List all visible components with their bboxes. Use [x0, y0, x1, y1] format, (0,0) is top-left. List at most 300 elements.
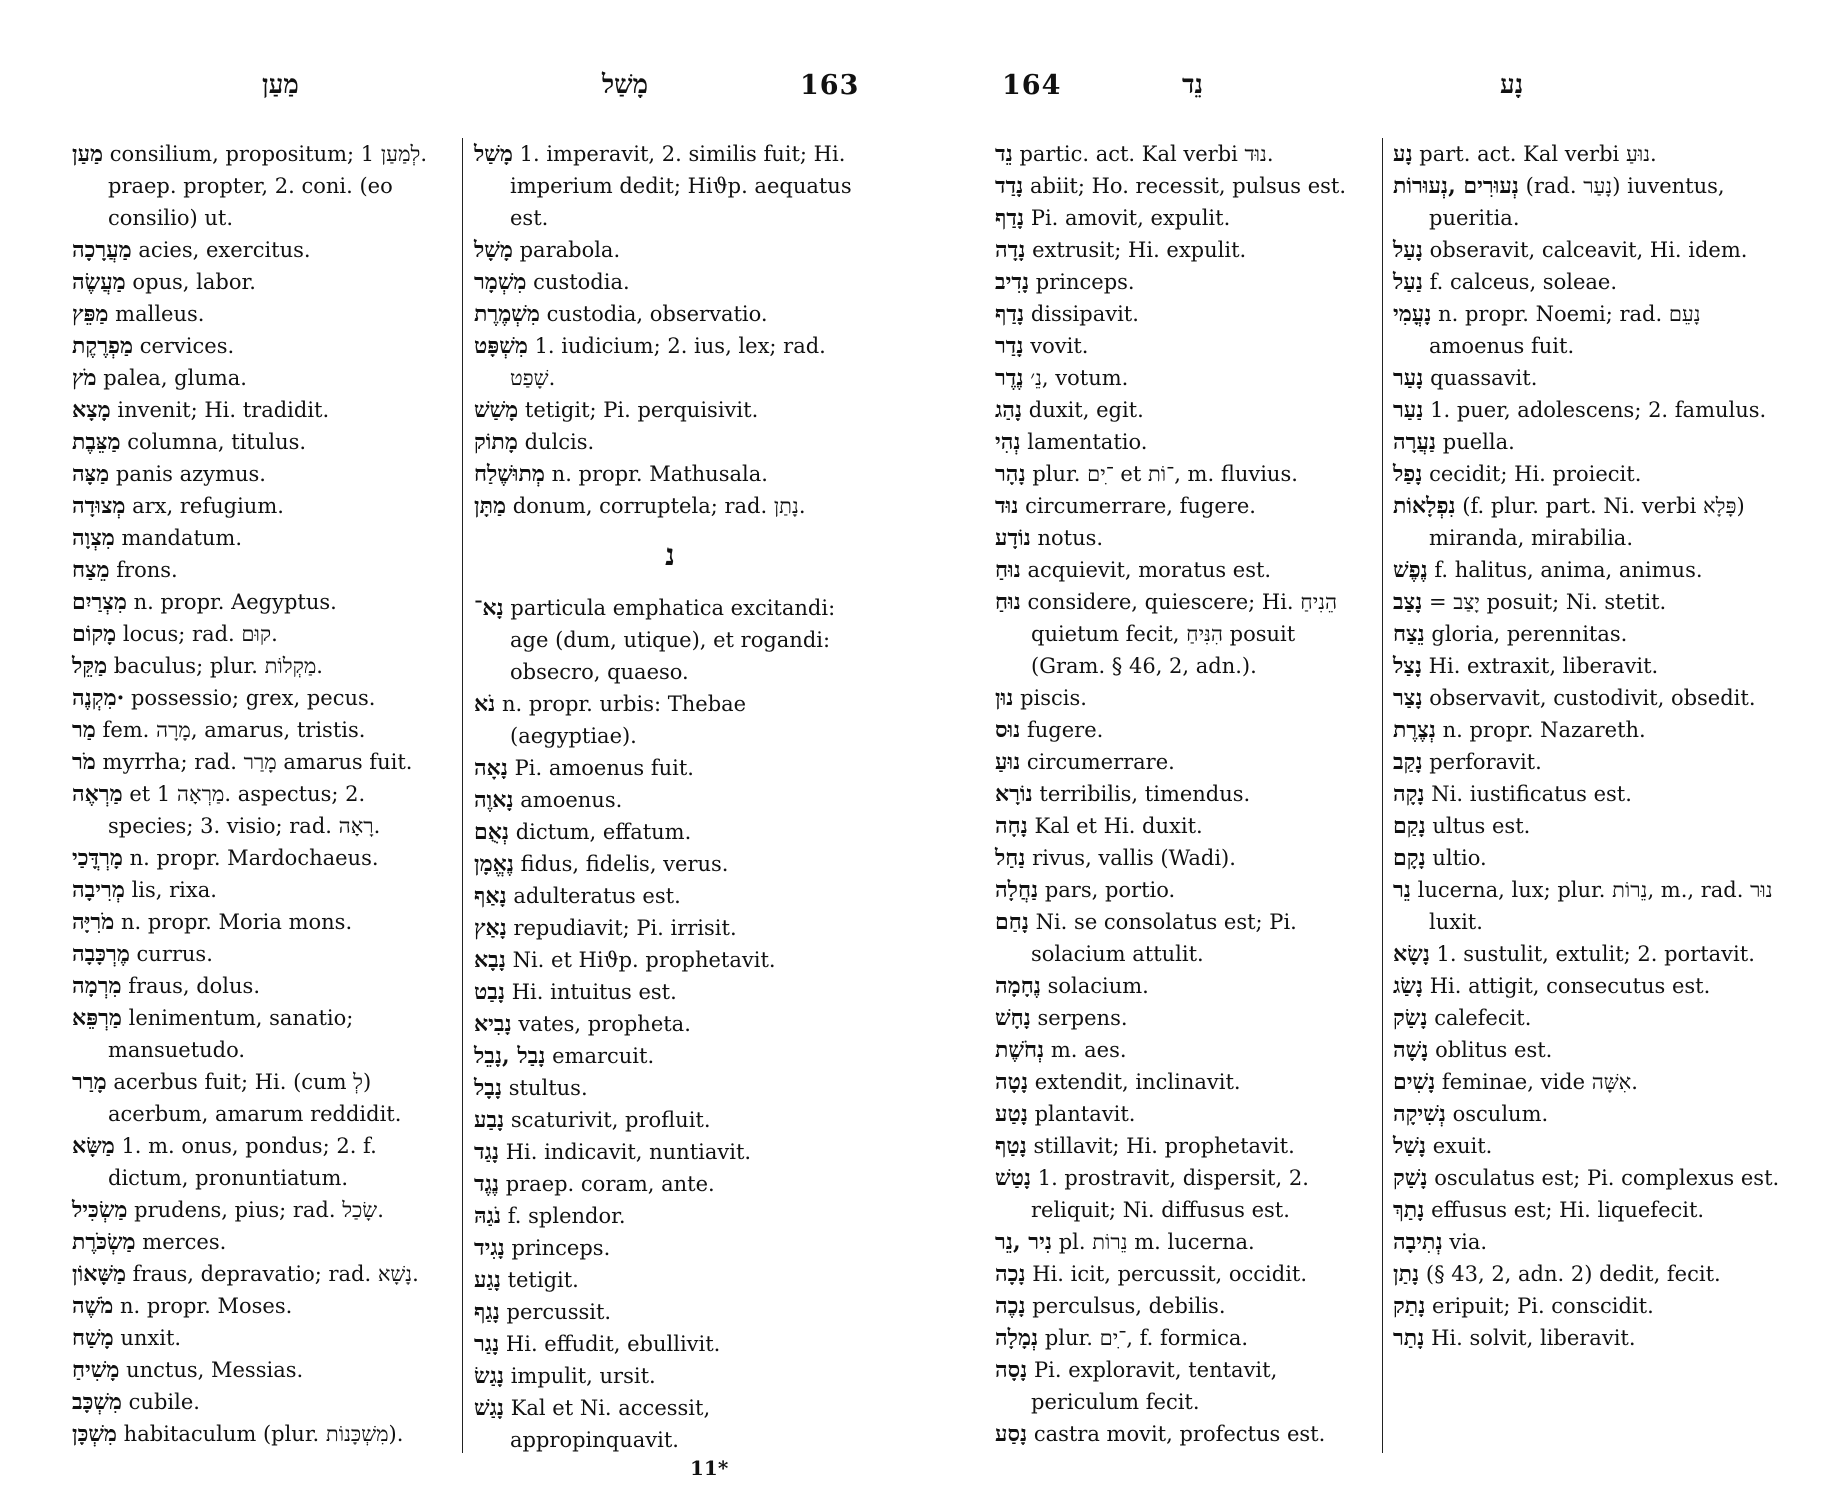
hebrew-headword: נָדַר — [995, 333, 1024, 359]
latin-gloss: rivus, vallis (Wadi). — [1032, 846, 1236, 870]
hebrew-headword: נָצַל — [1393, 653, 1422, 679]
hebrew-headword: מֹשֶׁה — [72, 1293, 114, 1319]
latin-gloss: Pi. amoenus fuit. — [514, 756, 694, 780]
hebrew-headword: נָתַק — [1393, 1293, 1426, 1319]
hebrew-headword: נוּד — [995, 493, 1019, 519]
latin-gloss: dulcis. — [524, 430, 595, 454]
dictionary-entry — [474, 1232, 866, 1264]
dictionary-entry — [1393, 714, 1785, 746]
latin-gloss: 1. sustulit, extulit; 2. portavit. — [1436, 942, 1755, 966]
latin-gloss: solacium. — [1047, 974, 1149, 998]
hebrew-headword: נָשַׂג — [1393, 973, 1423, 999]
dictionary-entry — [72, 650, 447, 682]
dictionary-entry — [1393, 1290, 1785, 1322]
latin-gloss: custodia. — [533, 270, 630, 294]
latin-gloss: plur. ־ִים et ־וֹת, m. fluvius. — [1032, 462, 1298, 486]
hebrew-headword: מַעֲשֶׂה — [72, 269, 126, 295]
hebrew-headword: ·מִקְנֶה — [72, 685, 125, 711]
dictionary-entry — [995, 330, 1370, 362]
latin-gloss: emarcuit. — [552, 1044, 655, 1068]
dictionary-entry — [1393, 458, 1785, 490]
latin-gloss: n. propr. Aegyptus. — [133, 590, 337, 614]
dictionary-entry — [1393, 298, 1785, 362]
hebrew-headword: מֹר — [72, 749, 96, 775]
hebrew-headword: מַפֵּץ — [72, 301, 109, 327]
latin-gloss: perculsus, debilis. — [1032, 1294, 1226, 1318]
latin-gloss: serpens. — [1037, 1006, 1128, 1030]
hebrew-headword: מַשְׂכִּיל — [72, 1197, 128, 1223]
hebrew-headword: מַשָּׂא — [72, 1133, 115, 1159]
hebrew-headword: נָא־ — [474, 595, 504, 621]
hebrew-headword: נָדִיב — [995, 269, 1030, 295]
hebrew-headword: נָהַג — [995, 397, 1023, 423]
latin-gloss: Hi. icit, percussit, occidit. — [1032, 1262, 1308, 1286]
hebrew-headword: נָקָם — [1393, 845, 1426, 871]
section-letter-nun: נ — [665, 538, 675, 573]
hebrew-headword: נֵר — [1393, 877, 1411, 903]
hebrew-headword: נָחָשׁ — [995, 1005, 1031, 1031]
dictionary-entry — [72, 618, 447, 650]
hebrew-headword: נָשָׂא — [1393, 941, 1430, 967]
hebrew-headword: נָחַם — [995, 909, 1029, 935]
hebrew-headword: נוּחַ — [995, 589, 1021, 615]
hebrew-headword: נַעַר — [1393, 397, 1424, 423]
hebrew-headword: מָקוֹם — [72, 621, 117, 647]
latin-gloss: frons. — [116, 558, 178, 582]
dictionary-entry — [1393, 1322, 1785, 1354]
latin-gloss: obseravit, calceavit, Hi. idem. — [1429, 238, 1748, 262]
dictionary-entry — [474, 1392, 866, 1456]
dictionary-entry — [1393, 618, 1785, 650]
dictionary-entry — [1393, 1066, 1785, 1098]
hebrew-headword: נָגַר — [474, 1331, 500, 1357]
latin-gloss: particula emphatica excitandi: age (dum, utique), et rogandi: obsecro, quaeso. — [510, 596, 836, 684]
hebrew-headword: נֹא — [474, 691, 496, 717]
left-running-head-last: מָשַׁל — [602, 70, 648, 100]
hebrew-headword: נָגִיד — [474, 1235, 505, 1261]
dictionary-entry — [72, 1386, 447, 1418]
signature-mark: 11* — [690, 1456, 729, 1480]
dictionary-entry — [72, 1322, 447, 1354]
latin-gloss: effusus est; Hi. liquefecit. — [1431, 1198, 1705, 1222]
page-number-164: 164 — [1002, 70, 1062, 101]
latin-gloss: mandatum. — [121, 526, 243, 550]
left-column-2 — [474, 138, 866, 1456]
dictionary-entry — [474, 1072, 866, 1104]
hebrew-headword: נָעַל — [1393, 237, 1423, 263]
dictionary-entry — [72, 714, 447, 746]
dictionary-entry — [995, 682, 1370, 714]
dictionary-entry — [1393, 1098, 1785, 1130]
left-running-head-first: מַעַן — [262, 70, 299, 100]
latin-gloss: custodia, observatio. — [546, 302, 768, 326]
dictionary-entry — [474, 1296, 866, 1328]
dictionary-entry — [474, 1008, 866, 1040]
latin-gloss: percussit. — [506, 1300, 612, 1324]
hebrew-headword: מְרִיבָה — [72, 877, 125, 903]
hebrew-headword: מַעַן — [72, 141, 104, 167]
hebrew-headword: נָשִׁים — [1393, 1069, 1436, 1095]
hebrew-headword: נָגַד — [474, 1139, 499, 1165]
latin-gloss: vovit. — [1030, 334, 1089, 358]
hebrew-headword: נָאַץ — [474, 915, 507, 941]
latin-gloss: pars, portio. — [1044, 878, 1176, 902]
latin-gloss: habitaculum (plur. מִשְׁכָּנוֹת). — [123, 1422, 404, 1446]
hebrew-headword: מָרְדֳּכַי — [72, 845, 123, 871]
latin-gloss: Ni. se consolatus est; Pi. solacium attulit. — [1031, 910, 1297, 966]
latin-gloss: princeps. — [1035, 270, 1135, 294]
dictionary-entry — [72, 938, 447, 970]
dictionary-entry — [72, 1258, 447, 1290]
dictionary-entry — [72, 842, 447, 874]
hebrew-headword: נָבַל ,נָבֵל — [474, 1043, 546, 1069]
hebrew-headword: נֵצַח — [1393, 621, 1425, 647]
latin-gloss: exuit. — [1432, 1134, 1493, 1158]
dictionary-entry — [474, 266, 866, 298]
hebrew-headword: נוּן — [995, 685, 1014, 711]
dictionary-entry — [474, 426, 866, 458]
dictionary-entry — [474, 1168, 866, 1200]
dictionary-entry — [1393, 650, 1785, 682]
hebrew-headword: נָדַף — [995, 205, 1025, 231]
latin-gloss: = יָצַב posuit; Ni. stetit. — [1428, 590, 1667, 614]
dictionary-entry — [995, 394, 1370, 426]
dictionary-entry — [72, 426, 447, 458]
hebrew-headword: נוּחַ — [995, 557, 1021, 583]
latin-gloss: perforavit. — [1429, 750, 1542, 774]
latin-gloss: Hi. solvit, liberavit. — [1431, 1326, 1636, 1350]
latin-gloss: fem. מָרָה, amarus, tristis. — [102, 718, 366, 742]
dictionary-entry — [1393, 1162, 1785, 1194]
hebrew-headword: נָעֳמִי — [1393, 301, 1432, 327]
latin-gloss: Ni. et Hiϑp. prophetavit. — [512, 948, 776, 972]
hebrew-headword: נַעֲרָה — [1393, 429, 1437, 455]
dictionary-entry — [72, 746, 447, 778]
latin-gloss: 1. imperavit, 2. similis fuit; Hi. imperium dedit; Hiϑp. aequatus est. — [510, 142, 852, 230]
hebrew-headword: נָבָא — [474, 947, 506, 973]
hebrew-headword: מַצָּה — [72, 461, 110, 487]
latin-gloss: et מַרְאָה 1. aspectus; 2. species; 3. visio; rad. רָאָה. — [108, 782, 381, 838]
latin-gloss: lis, rixa. — [131, 878, 217, 902]
latin-gloss: 1. puer, adolescens; 2. famulus. — [1430, 398, 1767, 422]
hebrew-headword: נָכָה — [995, 1261, 1026, 1287]
dictionary-entry — [995, 234, 1370, 266]
latin-gloss: Ni. iustificatus est. — [1431, 782, 1632, 806]
latin-gloss: extrusit; Hi. expulit. — [1032, 238, 1247, 262]
hebrew-headword: מַעֲרָכָה — [72, 237, 132, 263]
latin-gloss: dissipavit. — [1030, 302, 1139, 326]
dictionary-entry — [474, 1328, 866, 1360]
dictionary-entry — [474, 1136, 866, 1168]
dictionary-entry — [1393, 746, 1785, 778]
latin-gloss: n. propr. Mardochaeus. — [129, 846, 379, 870]
hebrew-headword: נָאָה — [474, 755, 508, 781]
latin-gloss: observavit, custodivit, obsedit. — [1429, 686, 1756, 710]
latin-gloss: vates, propheta. — [518, 1012, 691, 1036]
dictionary-entry — [995, 746, 1370, 778]
dictionary-entry — [474, 1104, 866, 1136]
latin-gloss: Hi. extraxit, liberavit. — [1428, 654, 1659, 678]
hebrew-headword: נִפְלָאוֹת — [1393, 493, 1456, 519]
hebrew-headword: נוּס — [995, 717, 1021, 743]
dictionary-entry — [474, 976, 866, 1008]
dictionary-entry — [474, 1264, 866, 1296]
latin-gloss: n. propr. Noemi; rad. נָעֵם amoenus fuit. — [1429, 302, 1701, 358]
hebrew-headword: מִרְמָה — [72, 973, 122, 999]
hebrew-headword: נַעַל — [1393, 269, 1423, 295]
dictionary-entry — [1393, 1258, 1785, 1290]
latin-gloss: duxit, egit. — [1028, 398, 1144, 422]
dictionary-entry — [1393, 426, 1785, 458]
right-column-2 — [1393, 138, 1785, 1354]
hebrew-headword: נָשָׁה — [1393, 1037, 1429, 1063]
latin-gloss: dictum, effatum. — [515, 820, 692, 844]
latin-gloss: acies, exercitus. — [138, 238, 311, 262]
hebrew-headword: מַר — [72, 717, 96, 743]
dictionary-entry — [72, 1226, 447, 1258]
latin-gloss: castra movit, profectus est. — [1033, 1422, 1326, 1446]
hebrew-headword: נָשַׁל — [1393, 1133, 1427, 1159]
hebrew-headword: מָצָא — [72, 397, 111, 423]
hebrew-headword: נָגַשׂ — [474, 1363, 504, 1389]
latin-gloss: arx, refugium. — [132, 494, 284, 518]
latin-gloss: n. propr. Mathusala. — [551, 462, 768, 486]
hebrew-headword: נָפַל — [1393, 461, 1423, 487]
dictionary-entry — [72, 1354, 447, 1386]
latin-gloss: praep. coram, ante. — [505, 1172, 715, 1196]
dictionary-entry — [1393, 874, 1785, 938]
dictionary-entry — [474, 1040, 866, 1072]
dictionary-entry — [72, 362, 447, 394]
latin-gloss: m. aes. — [1050, 1038, 1127, 1062]
hebrew-headword: נְשִׁיקָה — [1393, 1101, 1446, 1127]
dictionary-entry — [474, 458, 866, 490]
dictionary-entry — [1393, 234, 1785, 266]
dictionary-entry — [995, 778, 1370, 810]
dictionary-entry — [995, 1258, 1370, 1290]
dictionary-entry — [1393, 554, 1785, 586]
hebrew-headword: נָדַף — [995, 301, 1025, 327]
latin-gloss: quassavit. — [1430, 366, 1538, 390]
dictionary-entry — [995, 1322, 1370, 1354]
dictionary-entry — [995, 1354, 1370, 1418]
latin-gloss: fraus, depravatio; rad. נָשָׁא. — [132, 1262, 419, 1286]
latin-gloss: unctus, Messias. — [126, 1358, 304, 1382]
hebrew-headword: מָשַׁח — [72, 1325, 114, 1351]
latin-gloss: parabola. — [519, 238, 621, 262]
latin-gloss: cervices. — [139, 334, 235, 358]
hebrew-headword: מַתָּן — [474, 493, 507, 519]
latin-gloss: n. propr. Moria mons. — [120, 910, 353, 934]
latin-gloss: 1. iudicium; 2. ius, lex; rad. שָׁפַט. — [510, 334, 826, 390]
dictionary-entry — [72, 1418, 447, 1450]
hebrew-headword: נַחֲלָה — [995, 877, 1039, 903]
latin-gloss: n. propr. Nazareth. — [1442, 718, 1646, 742]
hebrew-headword: נָקָה — [1393, 781, 1425, 807]
dictionary-entry — [1393, 490, 1785, 554]
latin-gloss: ultio. — [1432, 846, 1487, 870]
hebrew-headword: נְמָלָה — [995, 1325, 1039, 1351]
latin-gloss: gloria, perennitas. — [1431, 622, 1628, 646]
dictionary-entry — [474, 490, 866, 522]
latin-gloss: f. halitus, anima, animus. — [1434, 558, 1703, 582]
dictionary-entry — [995, 1418, 1370, 1450]
latin-gloss: ultus est. — [1432, 814, 1531, 838]
latin-gloss: stillavit; Hi. prophetavit. — [1033, 1134, 1295, 1158]
dictionary-entry — [474, 1360, 866, 1392]
hebrew-headword: נוֹדָע — [995, 525, 1031, 551]
hebrew-headword: מִשְׁמֶרֶת — [474, 301, 540, 327]
latin-gloss: opus, labor. — [132, 270, 256, 294]
latin-gloss: circumerrare. — [1026, 750, 1175, 774]
hebrew-headword: נְהִי — [995, 429, 1021, 455]
latin-gloss: donum, corruptela; rad. נָתַן. — [512, 494, 806, 518]
hebrew-headword: נְצֶרֶת — [1393, 717, 1436, 743]
hebrew-headword: מַשָּׁאוֹן — [72, 1261, 126, 1287]
hebrew-headword: נֶדֶר — [995, 365, 1024, 391]
dictionary-entry — [474, 688, 866, 752]
latin-gloss: נֵ׳, votum. — [1030, 366, 1129, 390]
dictionary-entry — [995, 1162, 1370, 1226]
latin-gloss: lucerna, lux; plur. נֵרוֹת, m., rad. נוּר luxit. — [1417, 878, 1773, 934]
hebrew-headword: נֹגַהּ — [474, 1203, 502, 1229]
hebrew-headword: נָבִיא — [474, 1011, 512, 1037]
hebrew-headword: נָבָל — [474, 1075, 503, 1101]
latin-gloss: impulit, ursit. — [510, 1364, 656, 1388]
dictionary-entry — [72, 1194, 447, 1226]
latin-gloss: adulteratus est. — [513, 884, 681, 908]
latin-gloss: Hi. effudit, ebullivit. — [505, 1332, 721, 1356]
latin-gloss: possessio; grex, pecus. — [130, 686, 376, 710]
hebrew-headword: נָקַב — [1393, 749, 1423, 775]
dictionary-entry — [72, 682, 447, 714]
dictionary-entry — [1393, 1194, 1785, 1226]
dictionary-entry — [995, 266, 1370, 298]
latin-gloss: invenit; Hi. tradidit. — [117, 398, 330, 422]
latin-gloss: via. — [1449, 1230, 1488, 1254]
hebrew-headword: נָאַף — [474, 883, 507, 909]
latin-gloss: Hi. indicavit, nuntiavit. — [505, 1140, 752, 1164]
hebrew-headword: נָאוֶה — [474, 787, 514, 813]
hebrew-headword: נוֹרָא — [995, 781, 1033, 807]
latin-gloss: Kal et Ni. accessit, appropinquavit. — [510, 1396, 711, 1452]
dictionary-entry — [995, 842, 1370, 874]
dictionary-entry — [1393, 394, 1785, 426]
dictionary-entry — [995, 554, 1370, 586]
dictionary-entry — [995, 874, 1370, 906]
dictionary-entry — [474, 592, 866, 688]
latin-gloss: considere, quiescere; Hi. הֵנִיחַ quietum fecit, הִנִּיחַ posuit (Gram. § 46, 2, adn.). — [1027, 590, 1338, 678]
latin-gloss: fraus, dolus. — [128, 974, 260, 998]
hebrew-headword: נָגַף — [474, 1299, 500, 1325]
hebrew-headword: נָגַע — [474, 1267, 501, 1293]
latin-gloss: fugere. — [1027, 718, 1104, 742]
dictionary-entry — [1393, 1130, 1785, 1162]
latin-gloss: scaturivit, profluit. — [510, 1108, 711, 1132]
dictionary-entry — [72, 394, 447, 426]
latin-gloss: part. act. Kal verbi נוּעַ. — [1419, 142, 1657, 166]
hebrew-headword: מְצוּדָה — [72, 493, 126, 519]
hebrew-headword: מֵצַח — [72, 557, 110, 583]
dictionary-entry — [474, 880, 866, 912]
latin-gloss: circumerrare, fugere. — [1025, 494, 1256, 518]
dictionary-entry — [995, 138, 1370, 170]
latin-gloss: pl. נֵרוֹת m. lucerna. — [1058, 1230, 1255, 1254]
latin-gloss: currus. — [136, 942, 213, 966]
hebrew-headword: מִשְׁכָּן — [72, 1421, 117, 1447]
hebrew-headword: נָחָה — [995, 813, 1028, 839]
latin-gloss: fidus, fidelis, verus. — [520, 852, 729, 876]
hebrew-headword: נָצַב — [1393, 589, 1423, 615]
hebrew-headword: נָהָר — [995, 461, 1026, 487]
hebrew-headword: מַרְאֶה — [72, 781, 123, 807]
hebrew-headword: נוּעַ — [995, 749, 1021, 775]
left-column-1 — [72, 138, 447, 1450]
hebrew-headword: נָע — [1393, 141, 1413, 167]
hebrew-headword: מָשַׁל — [474, 141, 513, 167]
dictionary-entry — [474, 816, 866, 848]
dictionary-entry — [72, 1066, 447, 1130]
hebrew-headword: מִצְוָה — [72, 525, 115, 551]
hebrew-headword: נָבַע — [474, 1107, 505, 1133]
dictionary-entry — [474, 138, 866, 234]
latin-gloss: lamentatio. — [1027, 430, 1148, 454]
latin-gloss: f. calceus, soleae. — [1429, 270, 1617, 294]
dictionary-entry — [995, 170, 1370, 202]
dictionary-entry — [72, 874, 447, 906]
latin-gloss: tetigit; Pi. perquisivit. — [524, 398, 759, 422]
hebrew-headword: מַשְׂכֹּרֶת — [72, 1229, 136, 1255]
dictionary-entry — [1393, 810, 1785, 842]
dictionary-entry — [474, 234, 866, 266]
dictionary-entry — [474, 330, 866, 394]
latin-gloss: plantavit. — [1034, 1102, 1136, 1126]
dictionary-entry — [1393, 170, 1785, 234]
hebrew-headword: מָשָׁל — [474, 237, 513, 263]
hebrew-headword: נֶאֱמָן — [474, 851, 514, 877]
left-column-2-entries — [474, 138, 866, 522]
hebrew-headword: נָקַם — [1393, 813, 1426, 839]
latin-gloss: Hi. intuitus est. — [511, 980, 677, 1004]
hebrew-headword: נִיר ,נֵר — [995, 1229, 1053, 1255]
dictionary-entry — [1393, 970, 1785, 1002]
latin-gloss: n. propr. urbis: Thebae (aegyptiae). — [501, 692, 747, 748]
dictionary-entry — [995, 522, 1370, 554]
latin-gloss: notus. — [1037, 526, 1104, 550]
latin-gloss: plur. ־ִים, f. formica. — [1044, 1326, 1249, 1350]
column-rule — [462, 138, 463, 1453]
latin-gloss: Pi. exploravit, tentavit, periculum fecit. — [1031, 1358, 1278, 1414]
dictionary-entry — [474, 298, 866, 330]
dictionary-entry — [1393, 1226, 1785, 1258]
hebrew-headword: מַרְפֵּא — [72, 1005, 122, 1031]
dictionary-entry — [995, 298, 1370, 330]
hebrew-headword: מֹרִיָּה — [72, 909, 115, 935]
latin-gloss: oblitus est. — [1435, 1038, 1553, 1062]
hebrew-headword: מָתוֹק — [474, 429, 518, 455]
latin-gloss: merces. — [142, 1230, 227, 1254]
latin-gloss: Pi. amovit, expulit. — [1030, 206, 1231, 230]
dictionary-entry — [1393, 266, 1785, 298]
hebrew-headword: נָדַד — [995, 173, 1024, 199]
dictionary-entry — [72, 138, 447, 234]
latin-gloss: n. propr. Moses. — [119, 1294, 293, 1318]
dictionary-entry — [995, 426, 1370, 458]
hebrew-headword: נָשַׁק — [1393, 1165, 1428, 1191]
latin-gloss: osculatus est; Pi. complexus est. — [1434, 1166, 1780, 1190]
hebrew-headword: נָשַׂק — [1393, 1005, 1428, 1031]
latin-gloss: partic. act. Kal verbi נוּד. — [1019, 142, 1274, 166]
